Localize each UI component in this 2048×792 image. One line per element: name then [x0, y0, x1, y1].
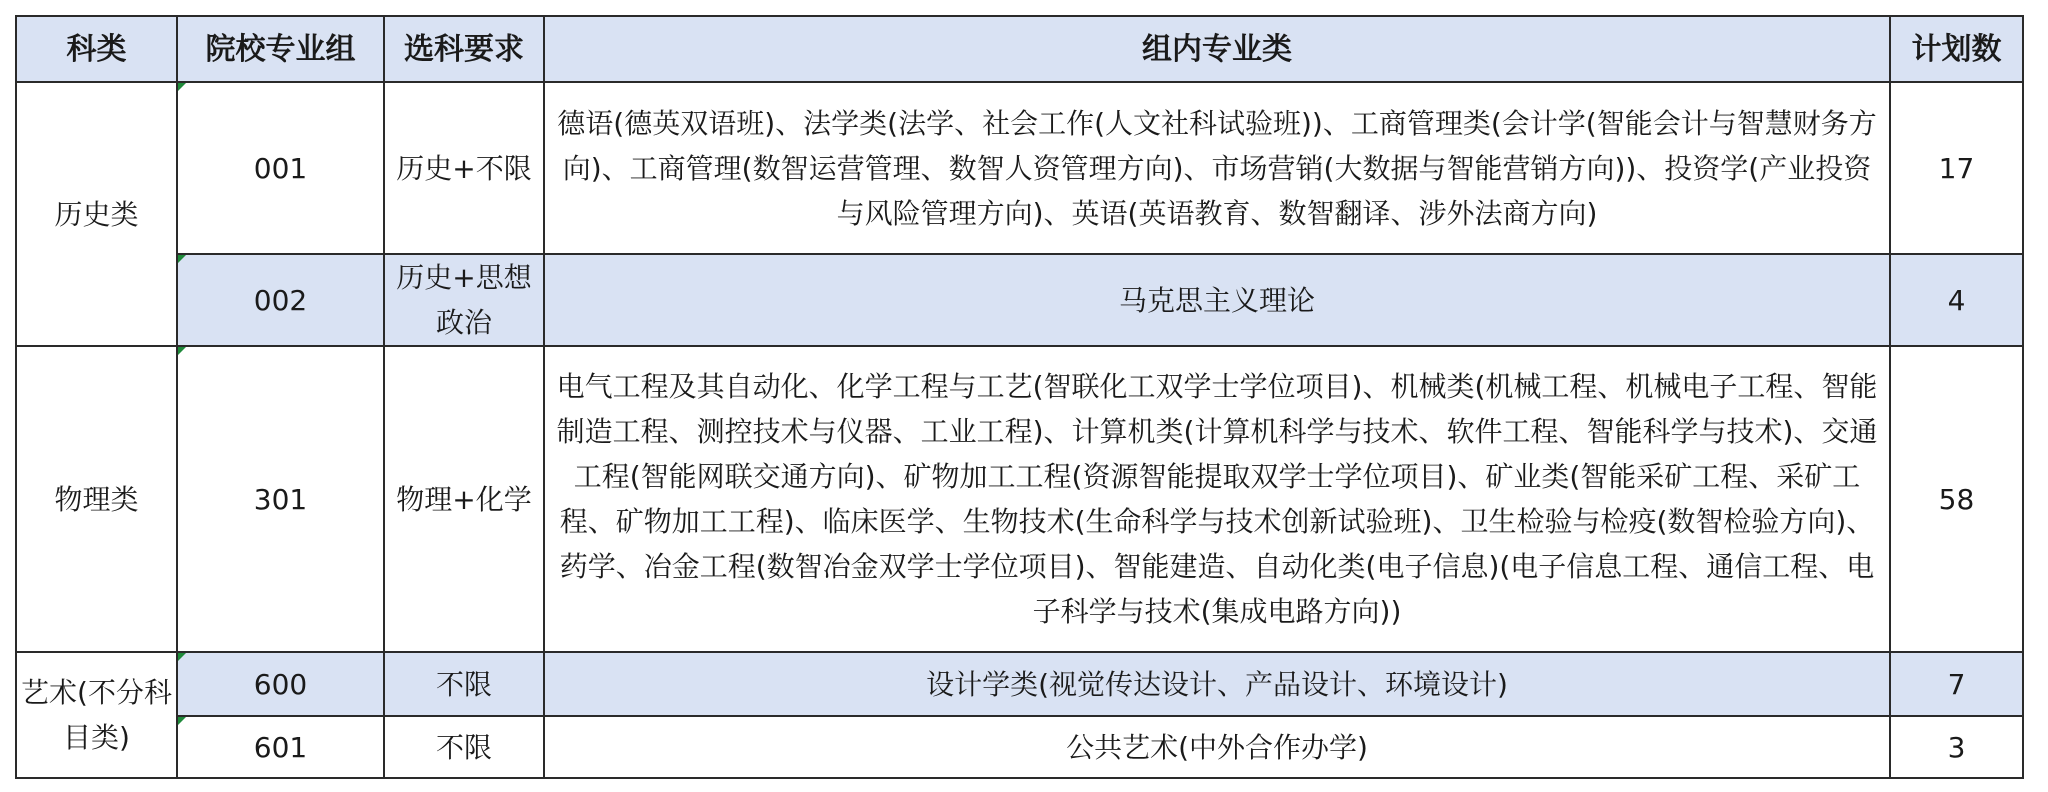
- requirement-cell: 物理+化学: [384, 346, 544, 652]
- group-value: 002: [253, 283, 308, 317]
- group-value: 600: [253, 667, 308, 701]
- plan-cell: 4: [1890, 254, 2023, 346]
- table-row: [16, 82, 2023, 254]
- table-row: [16, 716, 2023, 778]
- group-cell: [177, 716, 384, 778]
- header-requirement: 选科要求: [384, 16, 544, 82]
- requirement-cell: 不限: [384, 652, 544, 716]
- group-value: 001: [253, 151, 308, 185]
- requirement-cell: 不限: [384, 716, 544, 778]
- category-cell: 物理类: [16, 346, 177, 652]
- plan-cell: 3: [1890, 716, 2023, 778]
- group-cell: [177, 254, 384, 346]
- majors-cell: 设计学类(视觉传达设计、产品设计、环境设计): [544, 652, 1890, 716]
- category-cell: 历史类: [16, 82, 177, 346]
- comment-marker: [178, 83, 186, 91]
- header-category: 科类: [16, 16, 177, 82]
- table-row: [16, 254, 2023, 346]
- header-majors: 组内专业类: [544, 16, 1890, 82]
- comment-marker: [178, 717, 186, 725]
- majors-cell: 马克思主义理论: [544, 254, 1890, 346]
- category-cell: 艺术(不分科目类): [16, 652, 177, 778]
- requirement-cell: 历史+不限: [384, 82, 544, 254]
- plan-cell: 17: [1890, 82, 2023, 254]
- header-group: 院校专业组: [177, 16, 384, 82]
- requirement-cell: 历史+思想政治: [384, 254, 544, 346]
- group-cell: [177, 346, 384, 652]
- comment-marker: [178, 255, 186, 263]
- group-cell: [177, 82, 384, 254]
- table-header-row: [16, 16, 2023, 82]
- plan-cell: 7: [1890, 652, 2023, 716]
- majors-cell: 德语(德英双语班)、法学类(法学、社会工作(人文社科试验班))、工商管理类(会计学(智能会计与智慧财务方向)、工商管理(数智运营管理、数智人资管理方向)、市场营销(大数据与智能营销方向))、投资学(产业投资与风险管理方向)、英语(英语教育、数智翻译、涉外法商方向): [544, 82, 1890, 254]
- table-row: [16, 346, 2023, 652]
- table-container: [15, 15, 2024, 779]
- majors-cell: 公共艺术(中外合作办学): [544, 716, 1890, 778]
- comment-marker: [178, 653, 186, 661]
- majors-cell: 电气工程及其自动化、化学工程与工艺(智联化工双学士学位项目)、机械类(机械工程、机械电子工程、智能制造工程、测控技术与仪器、工业工程)、计算机类(计算机科学与技术、软件工程、智能科学与技术)、交通工程(智能网联交通方向)、矿物加工工程(资源智能提取双学士学位项目)、矿业类(智能采矿工程、采矿工程、矿物加工工程)、临床医学、生物技术(生命科学与技术创新试验班)、卫生检验与检疫(数智检验方向)、药学、冶金工程(数智冶金双学士学位项目)、智能建造、自动化类(电子信息)(电子信息工程、通信工程、电子科学与技术(集成电路方向)): [544, 346, 1890, 652]
- group-cell: [177, 652, 384, 716]
- header-plan: 计划数: [1890, 16, 2023, 82]
- comment-marker: [178, 347, 186, 355]
- group-value: 601: [253, 730, 308, 764]
- admission-plan-table: [15, 15, 2024, 779]
- plan-cell: 58: [1890, 346, 2023, 652]
- table-row: [16, 652, 2023, 716]
- group-value: 301: [253, 482, 308, 516]
